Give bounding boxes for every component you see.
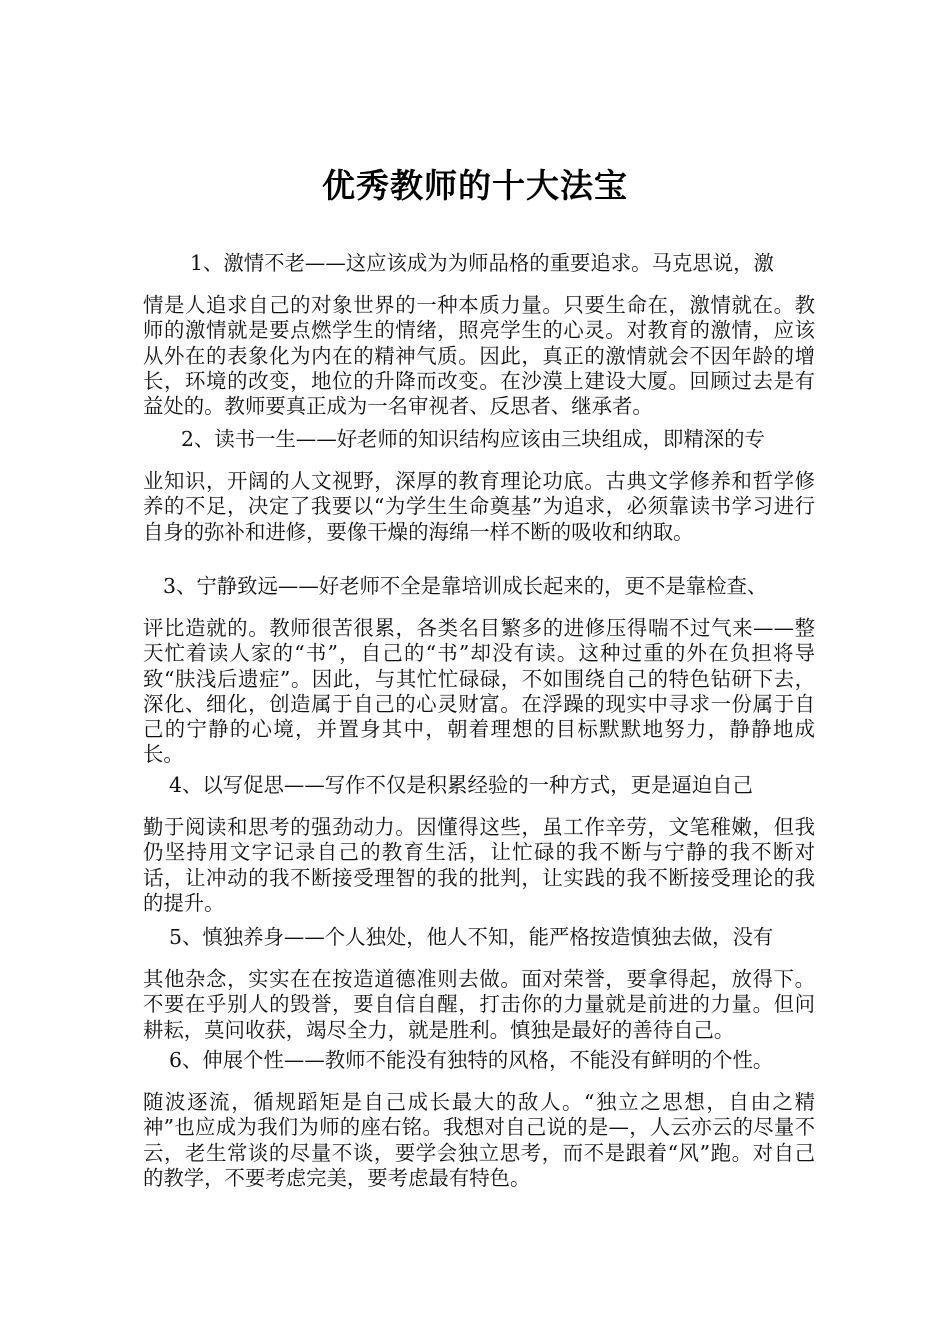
section-heading: 5、慎独养身——个人独处，他人不知，能严格按造慎独去做，没有 <box>169 925 774 949</box>
section-2 <box>143 427 815 545</box>
section-1 <box>143 251 815 419</box>
section-heading: 1、激情不老——这应该成为为师品格的重要追求。马克思说，激 <box>190 251 774 275</box>
section-body: 勤于阅读和思考的强劲动力。因懂得这些，虽工作辛劳，文笔稚嫩，但我仍坚持用文字记录自己的教育生活，让忙碌的我不断与宁静的我不断对话，让冲动的我不断接受理智的我的批判，让实践的我不断接受理论的我的提升。 <box>143 815 815 915</box>
section-body: 情是人追求自己的对象世界的一种本质力量。只要生命在，激情就在。教师的激情就是要点燃学生的情绪，照亮学生的心灵。对教育的激情，应该从外在的表象化为内在的精神气质。因此，真正的激情就会不因年龄的增长，环境的改变，地位的升降而改变。在沙漠上建设大厦。回顾过去是有益处的。教师要真正成为一名审视者、反思者、继承者。 <box>143 293 815 419</box>
section-6 <box>143 1048 815 1191</box>
section-body: 业知识，开阔的人文视野，深厚的教育理论功底。古典文学修养和哲学修养的不足，决定了我要以“为学生生命奠基”为追求，必须靠读书学习进行自身的弥补和进修，要像干燥的海绵一样不断的吸收和纳取。 <box>143 469 815 544</box>
section-heading: 3、宁静致远——好老师不全是靠培训成长起来的，更不是靠检查、 <box>163 574 768 598</box>
section-body: 评比造就的。教师很苦很累，各类名目繁多的进修压得喘不过气来——整天忙着读人家的“书”，自己的“书”却没有读。这种过重的外在负担将导致“肤浅后遗症”。因此，与其忙忙碌碌，不如围绕自己的特色钻研下去，深化、细化，创造属于自己的心灵财富。在浮躁的现实中寻求一份属于自己的宁静的心境，并置身其中，朝着理想的目标默默地努力，静静地成长。 <box>143 616 815 767</box>
section-5 <box>143 925 815 1043</box>
section-body: 随波逐流，循规蹈矩是自己成长最大的敌人。“独立之思想，自由之精神”也应成为我们为师的座右铭。我想对自己说的是—，人云亦云的尽量不云，老生常谈的尽量不谈，要学会独立思考，而不是跟着“风”跑。对自己的教学，不要考虑完美，要考虑最有特色。 <box>143 1090 815 1190</box>
section-heading: 6、伸展个性——教师不能没有独特的风格，不能没有鲜明的个性。 <box>169 1048 774 1072</box>
section-heading: 4、以写促思——写作不仅是积累经验的一种方式，更是逼迫自己 <box>169 773 753 797</box>
section-3 <box>143 574 815 767</box>
section-body: 其他杂念，实实在在按造道德准则去做。面对荣誉，要拿得起，放得下。不要在乎别人的毁誉，要自信自醒，打击你的力量就是前进的力量。但问耕耘，莫问收获，竭尽全力，就是胜利。慎独是最好的善待自己。 <box>143 967 815 1042</box>
section-4 <box>143 773 815 916</box>
section-heading: 2、读书一生——好老师的知识结构应该由三块组成，即精深的专 <box>181 427 765 451</box>
document-title: 优秀教师的十大法宝 <box>322 166 628 205</box>
